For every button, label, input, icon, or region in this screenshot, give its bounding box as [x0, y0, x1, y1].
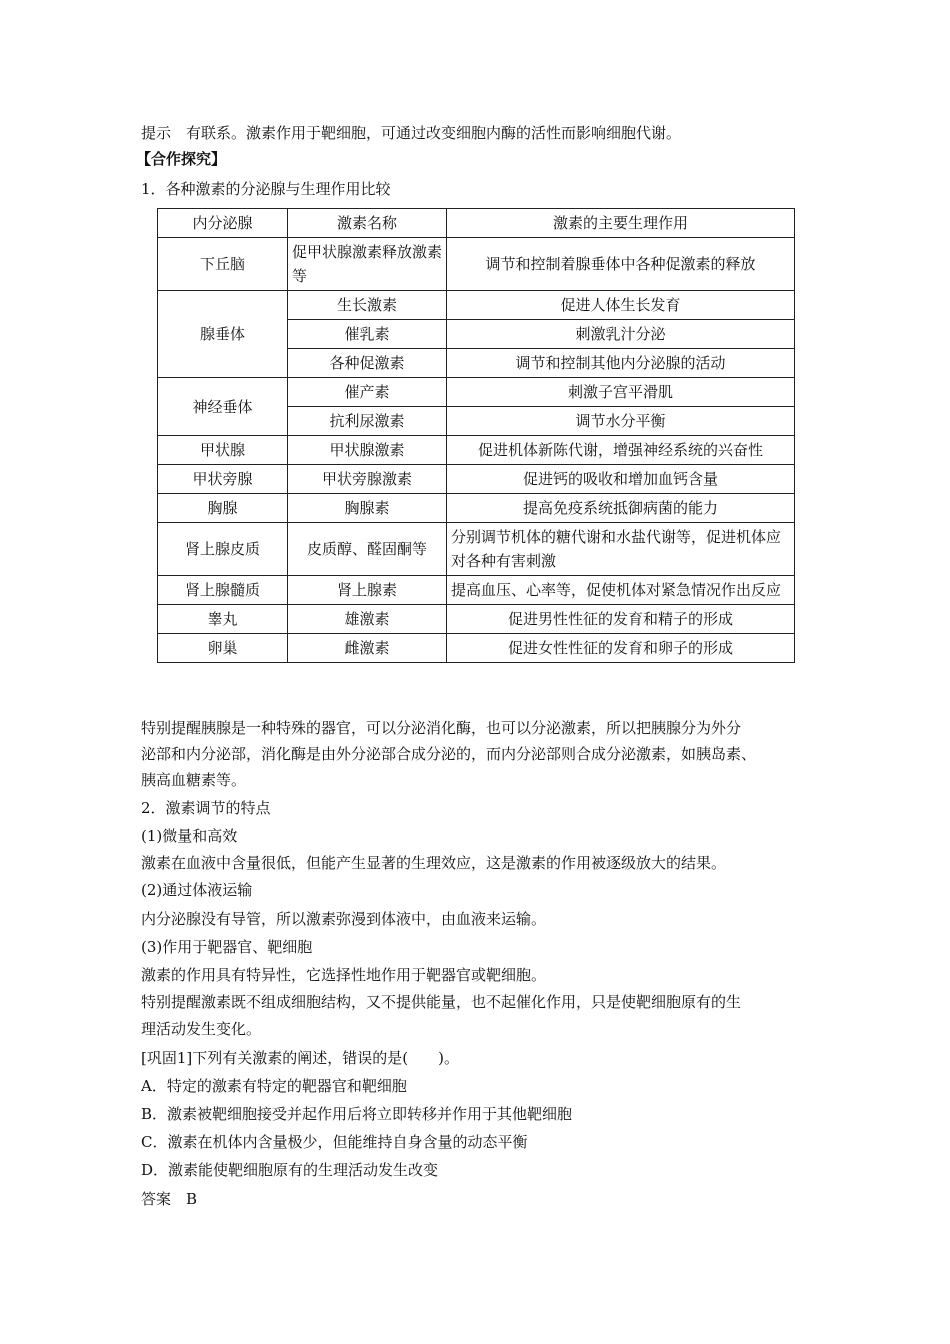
effect-cell: 促进人体生长发育	[447, 291, 795, 320]
table-row	[158, 523, 795, 576]
quiz-option-c: C．激素在机体内含量极少，但能维持自身含量的动态平衡	[141, 1133, 528, 1151]
feature3-text: 激素的作用具有特异性，它选择性地作用于靶器官或靶细胞。	[141, 966, 547, 984]
effect-cell: 分别调节机体的糖代谢和水盐代谢等，促进机体应对各种有害刺激	[447, 523, 795, 576]
effect-cell: 促进机体新陈代谢，增强神经系统的兴奋性	[447, 436, 795, 465]
table-row	[158, 494, 795, 523]
feature1-text: 激素在血液中含量很低，但能产生显著的生理效应，这是激素的作用被逐级放大的结果。	[141, 854, 727, 872]
hormone-cell: 胸腺素	[288, 494, 447, 523]
effect-cell: 促进钙的吸收和增加血钙含量	[447, 465, 795, 494]
hormone-cell: 雄激素	[288, 605, 447, 634]
feature2-title: (2)通过体液运输	[141, 881, 253, 899]
quiz-option-a: A．特定的激素有特定的靶器官和靶细胞	[141, 1077, 407, 1095]
table-row	[158, 291, 795, 320]
hormone-cell: 催乳素	[288, 320, 447, 349]
gland-cell: 甲状腺	[158, 436, 288, 465]
gland-cell: 肾上腺髓质	[158, 576, 288, 605]
gland-cell: 神经垂体	[158, 378, 288, 436]
quiz-question: [巩固1]下列有关激素的阐述，错误的是( )。	[141, 1049, 459, 1067]
gland-cell: 下丘脑	[158, 238, 288, 291]
note-pancreas-line2: 泌部和内分泌部，消化酶是由外分泌部合成分泌的，而内分泌部则合成分泌激素，如胰岛素、	[141, 745, 757, 763]
hormone-cell: 皮质醇、醛固酮等	[288, 523, 447, 576]
table-row	[158, 605, 795, 634]
quiz-answer: 答案 B	[141, 1190, 198, 1208]
feature1-title: (1)微量和高效	[141, 827, 238, 845]
hormone-cell: 肾上腺素	[288, 576, 447, 605]
hormone-cell: 雌激素	[288, 634, 447, 663]
quiz-option-d: D．激素能使靶细胞原有的生理活动发生改变	[141, 1161, 439, 1179]
note-hormone-line1: 特别提醒激素既不组成细胞结构，又不提供能量，也不起催化作用，只是使靶细胞原有的生	[141, 993, 742, 1011]
gland-table	[157, 208, 795, 663]
table-row	[158, 465, 795, 494]
hormone-cell: 各种促激素	[288, 349, 447, 378]
table-header-row	[158, 209, 795, 238]
hormone-cell: 甲状腺激素	[288, 436, 447, 465]
hormone-cell: 抗利尿激素	[288, 407, 447, 436]
effect-cell: 调节和控制其他内分泌腺的活动	[447, 349, 795, 378]
effect-cell: 刺激乳汁分泌	[447, 320, 795, 349]
item2-title: 2．激素调节的特点	[141, 799, 271, 817]
table-row	[158, 378, 795, 407]
gland-cell: 甲状旁腺	[158, 465, 288, 494]
hormone-cell: 生长激素	[288, 291, 447, 320]
gland-cell: 腺垂体	[158, 291, 288, 378]
effect-cell: 刺激子宫平滑肌	[447, 378, 795, 407]
note-pancreas-line3: 胰高血糖素等。	[141, 771, 247, 789]
effect-cell: 促进女性性征的发育和卵子的形成	[447, 634, 795, 663]
effect-cell: 促进男性性征的发育和精子的形成	[447, 605, 795, 634]
table-row	[158, 238, 795, 291]
effect-cell: 调节水分平衡	[447, 407, 795, 436]
table-row	[158, 634, 795, 663]
note-hormone-line2: 理活动发生变化。	[141, 1020, 262, 1038]
hormone-cell: 甲状旁腺激素	[288, 465, 447, 494]
table-row	[158, 436, 795, 465]
hint-text: 提示 有联系。激素作用于靶细胞，可通过改变细胞内酶的活性而影响细胞代谢。	[141, 124, 682, 142]
header-gland: 内分泌腺	[158, 209, 288, 238]
effect-cell: 提高血压、心率等，促使机体对紧急情况作出反应	[447, 576, 795, 605]
feature2-text: 内分泌腺没有导管，所以激素弥漫到体液中，由血液来运输。	[141, 910, 547, 928]
effect-cell: 提高免疫系统抵御病菌的能力	[447, 494, 795, 523]
feature3-title: (3)作用于靶器官、靶细胞	[141, 938, 313, 956]
hormone-cell: 促甲状腺激素释放激素等	[288, 238, 447, 291]
table-row	[158, 576, 795, 605]
gland-cell: 肾上腺皮质	[158, 523, 288, 576]
effect-cell: 调节和控制着腺垂体中各种促激素的释放	[447, 238, 795, 291]
header-effect: 激素的主要生理作用	[447, 209, 795, 238]
section-title: 【合作探究】	[136, 150, 227, 168]
hormone-cell: 催产素	[288, 378, 447, 407]
header-hormone: 激素名称	[288, 209, 447, 238]
quiz-option-b: B．激素被靶细胞接受并起作用后将立即转移并作用于其他靶细胞	[141, 1105, 573, 1123]
gland-cell: 卵巢	[158, 634, 288, 663]
item1-title: 1．各种激素的分泌腺与生理作用比较	[141, 180, 391, 198]
gland-cell: 睾丸	[158, 605, 288, 634]
gland-cell: 胸腺	[158, 494, 288, 523]
note-pancreas-line1: 特别提醒胰腺是一种特殊的器官，可以分泌消化酶，也可以分泌激素，所以把胰腺分为外分	[141, 719, 742, 737]
